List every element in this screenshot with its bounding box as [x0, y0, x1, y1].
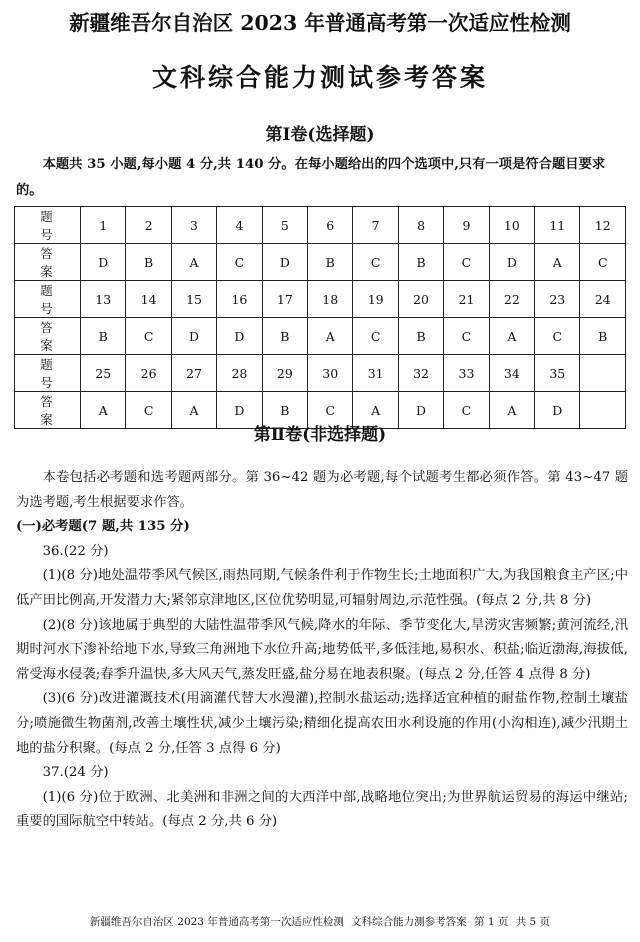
document-title: 新疆维吾尔自治区 2023 年普通高考第一次适应性检测: [69, 11, 571, 35]
question-number-cell: 8: [398, 207, 443, 244]
document-subtitle: 文科综合能力测试参考答案: [151, 63, 488, 92]
answer-cell: B: [580, 318, 626, 355]
answer-cell: D: [262, 244, 307, 281]
answer-row: [15, 318, 626, 355]
question-number-cell: 22: [489, 281, 534, 318]
answer-label-cell: 答 案: [15, 244, 81, 281]
question-number-row: [15, 355, 626, 392]
question-label-cell: 题 号: [15, 207, 81, 244]
question-number-cell: 13: [81, 281, 126, 318]
answer-cell: B: [126, 244, 171, 281]
answer-cell: C: [308, 392, 353, 429]
part1-heading: 第Ⅰ卷(选择题): [265, 125, 375, 145]
answer-cell: B: [308, 244, 353, 281]
part1-instructions-text: 本题共 35 小题,每小题 4 分,共 140 分。在每小题给出的四个选项中,只有一项是符合题目要求的。: [16, 157, 606, 198]
question-number-cell: 34: [489, 355, 534, 392]
question-number-cell: 6: [308, 207, 353, 244]
page-footer: [0, 914, 640, 929]
question-number-cell: 1: [81, 207, 126, 244]
answer-cell: B: [262, 392, 307, 429]
question-number-cell: 16: [217, 281, 262, 318]
question-number-cell: 14: [126, 281, 171, 318]
footer-page: 第 1 页: [474, 916, 509, 928]
question-number-cell: 30: [308, 355, 353, 392]
q37-title: 37.(24 分): [42, 765, 109, 781]
question-number-cell: 2: [126, 207, 171, 244]
question-number-cell: 29: [262, 355, 307, 392]
answer-cell: A: [489, 392, 534, 429]
answer-label-cell: 答 案: [15, 318, 81, 355]
answer-cell: B: [81, 318, 126, 355]
answer-cell: D: [171, 318, 216, 355]
q36-part3: (3)(6 分)改进灌溉技术(用滴灌代替大水漫灌),控制水盐运动;选择适宜种植的耐盐作物,控制土壤盐分;喷施微生物菌剂,改善土壤性状,减少土壤污染;精细化提高农田水利设施的作用(小沟相连),减少汛期土地的盐分积聚。(每点 2 分,任答 3 点得 6 分): [16, 691, 628, 756]
question-number-cell: 27: [171, 355, 216, 392]
answer-row: [15, 244, 626, 281]
answer-cell: C: [444, 318, 489, 355]
answer-cell: C: [444, 392, 489, 429]
part2-body: [16, 466, 628, 835]
question-number-cell: 25: [81, 355, 126, 392]
answer-cell: A: [489, 318, 534, 355]
part2-intro: 本卷包括必考题和选考题两部分。第 36~42 题为必考题,每个试题考生都必须作答。第 43~47 题为选考题,考生根据要求作答。: [16, 470, 628, 510]
answer-cell: A: [171, 392, 216, 429]
answer-cell: C: [217, 244, 262, 281]
question-number-cell: 24: [580, 281, 626, 318]
question-number-cell: 20: [398, 281, 443, 318]
answer-label-cell: 答 案: [15, 392, 81, 429]
footer-subject: 文科综合能力测参考答案: [351, 916, 467, 928]
answer-cell: C: [353, 244, 398, 281]
q37-part1: (1)(6 分)位于欧洲、北美洲和非洲之间的大西洋中部,战略地位突出;为世界航运贸易的海运中继站;重要的国际航空中转站。(每点 2 分,共 6 分): [16, 789, 628, 830]
question-number-cell: [580, 355, 626, 392]
q36-part2: (2)(8 分)该地属于典型的大陆性温带季风气候,降水的年际、季节变化大,旱涝灾害频繁;黄河流经,汛期时河水下渗补给地下水,导致三角洲地下水位升高;地势低平,多低洼地,易积水、积盐;临近渤海,海拔低,常受海水侵袭;春季升温快,多大风天气,蒸发旺盛,盐分易在地表积聚。(每点 2 分,任答 4 点得 8 分): [16, 617, 628, 682]
answer-cell: D: [81, 244, 126, 281]
part1-instructions: [16, 152, 626, 204]
question-number-cell: 21: [444, 281, 489, 318]
question-number-cell: 10: [489, 207, 534, 244]
question-number-cell: 11: [535, 207, 580, 244]
answer-table-body: [15, 207, 626, 429]
answer-cell: C: [535, 318, 580, 355]
answer-cell: C: [126, 392, 171, 429]
answer-cell: A: [353, 392, 398, 429]
question-number-cell: 31: [353, 355, 398, 392]
question-number-cell: 17: [262, 281, 307, 318]
answer-cell: A: [308, 318, 353, 355]
question-number-cell: 3: [171, 207, 216, 244]
answer-cell: B: [262, 318, 307, 355]
question-number-cell: 33: [444, 355, 489, 392]
answer-cell: D: [489, 244, 534, 281]
question-label-cell: 题 号: [15, 355, 81, 392]
question-number-cell: 35: [535, 355, 580, 392]
footer-total: 共 5 页: [515, 916, 551, 928]
question-number-row: [15, 207, 626, 244]
question-number-cell: 9: [444, 207, 489, 244]
answer-cell: B: [398, 318, 443, 355]
question-number-cell: 7: [353, 207, 398, 244]
answer-cell: C: [444, 244, 489, 281]
question-number-cell: 26: [126, 355, 171, 392]
question-number-cell: 18: [308, 281, 353, 318]
answer-cell: D: [217, 392, 262, 429]
question-label-cell: 题 号: [15, 281, 81, 318]
section1-heading: (一)必考题(7 题,共 135 分): [16, 519, 190, 535]
answer-cell: C: [126, 318, 171, 355]
answer-cell: D: [535, 392, 580, 429]
answer-cell: C: [353, 318, 398, 355]
part2-heading: 第Ⅱ卷(非选择题): [253, 425, 387, 445]
question-number-cell: 15: [171, 281, 216, 318]
answer-cell: A: [535, 244, 580, 281]
question-number-cell: 32: [398, 355, 443, 392]
answer-cell: A: [81, 392, 126, 429]
question-number-cell: 23: [535, 281, 580, 318]
answer-cell: A: [171, 244, 216, 281]
q36-part1: (1)(8 分)地处温带季风气候区,雨热同期,气候条件利于作物生长;土地面积广大,为我国粮食主产区;中低产田比例高,开发潜力大;紧邻京津地区,区位优势明显,可辐射周边,示范性强。(每点 2 分,共 8 分): [16, 568, 628, 608]
answer-cell: D: [217, 318, 262, 355]
answer-table: [14, 206, 626, 429]
question-number-cell: 19: [353, 281, 398, 318]
question-number-cell: 5: [262, 207, 307, 244]
q36-title: 36.(22 分): [42, 543, 109, 559]
question-number-cell: 28: [217, 355, 262, 392]
question-number-cell: 12: [580, 207, 626, 244]
question-number-row: [15, 281, 626, 318]
answer-cell: D: [398, 392, 443, 429]
footer-exam: 新疆维吾尔自治区 2023 年普通高考第一次适应性检测: [89, 916, 344, 928]
question-number-cell: 4: [217, 207, 262, 244]
answer-cell: B: [398, 244, 443, 281]
answer-cell: C: [580, 244, 626, 281]
